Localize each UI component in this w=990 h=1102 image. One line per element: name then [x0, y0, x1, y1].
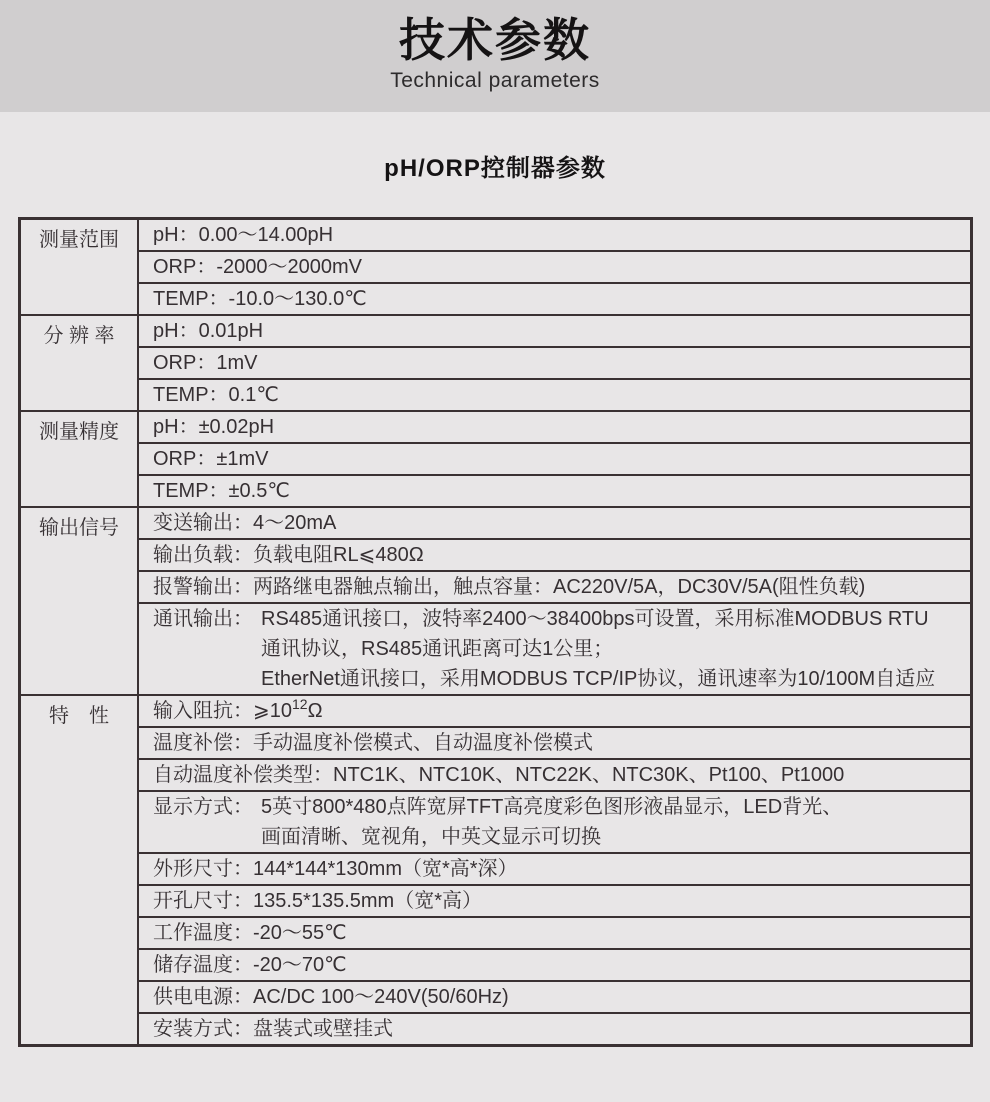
category-label: 分 辨 率	[21, 316, 139, 410]
table-row-input-impedance: 输入阻抗：⩾1012Ω	[153, 696, 323, 722]
row-line: RS485通讯接口，波特率2400～38400bps可设置，采用标准MODBUS RTU	[261, 608, 929, 630]
table-title: pH/ORP控制器参数	[384, 155, 606, 182]
category-label: 输出信号	[21, 508, 139, 694]
table-row: pH：0.00～14.00pH	[153, 224, 334, 246]
table-row: 输出负载：负载电阻RL⩽480Ω	[139, 538, 970, 570]
table-row: pH：0.01pH	[153, 320, 264, 342]
spec-table	[18, 217, 973, 1047]
page-title: 技术参数	[399, 14, 591, 66]
table-row: ORP：±1mV	[139, 442, 970, 474]
row-line: EtherNet通讯接口，采用MODBUS TCP/IP协议，通讯速率为10/100M自适应	[261, 668, 936, 690]
row-line: 画面清晰、宽视角，中英文显示可切换	[261, 826, 601, 848]
page-subtitle: Technical parameters	[390, 68, 600, 92]
row-label: 显示方式：	[153, 796, 253, 818]
table-row: 自动温度补偿类型：NTC1K、NTC10K、NTC22K、NTC30K、Pt100、Pt1000	[139, 758, 970, 790]
table-row: ORP：-2000～2000mV	[139, 250, 970, 282]
section-resolution	[21, 314, 970, 410]
category-label: 测量精度	[21, 412, 139, 506]
table-row: 温度补偿：手动温度补偿模式、自动温度补偿模式	[139, 726, 970, 758]
table-row: TEMP：0.1℃	[139, 378, 970, 410]
category-label: 测量范围	[21, 220, 139, 314]
table-row: 开孔尺寸：135.5*135.5mm（宽*高）	[139, 884, 970, 916]
table-row: TEMP：-10.0～130.0℃	[139, 282, 970, 314]
table-row: 报警输出：两路继电器触点输出，触点容量：AC220V/5A，DC30V/5A(阻性负载)	[139, 570, 970, 602]
section-features	[21, 694, 970, 1044]
header-band	[0, 0, 990, 112]
table-row: 外形尺寸：144*144*130mm（宽*高*深）	[139, 852, 970, 884]
table-row: 供电电源：AC/DC 100～240V(50/60Hz)	[139, 980, 970, 1012]
table-row: TEMP：±0.5℃	[139, 474, 970, 506]
row-line: 通讯协议，RS485通讯距离可达1公里；	[261, 638, 614, 660]
section-output-signal	[21, 506, 970, 694]
table-row: 储存温度：-20～70℃	[139, 948, 970, 980]
table-row-display-mode	[139, 790, 970, 852]
table-row-comm-output	[139, 602, 970, 694]
row-label: 通讯输出：	[153, 608, 253, 630]
section-measure-range	[21, 220, 970, 314]
table-row: 安装方式：盘装式或壁挂式	[139, 1012, 970, 1044]
table-row: ORP：1mV	[139, 346, 970, 378]
table-row: 工作温度：-20～55℃	[139, 916, 970, 948]
row-line: 5英寸800*480点阵宽屏TFT高亮度彩色图形液晶显示，LED背光、	[261, 796, 843, 818]
table-row: pH：±0.02pH	[153, 416, 275, 438]
category-label: 特 性	[21, 696, 139, 1044]
section-accuracy	[21, 410, 970, 506]
table-row: 变送输出：4～20mA	[153, 512, 337, 534]
